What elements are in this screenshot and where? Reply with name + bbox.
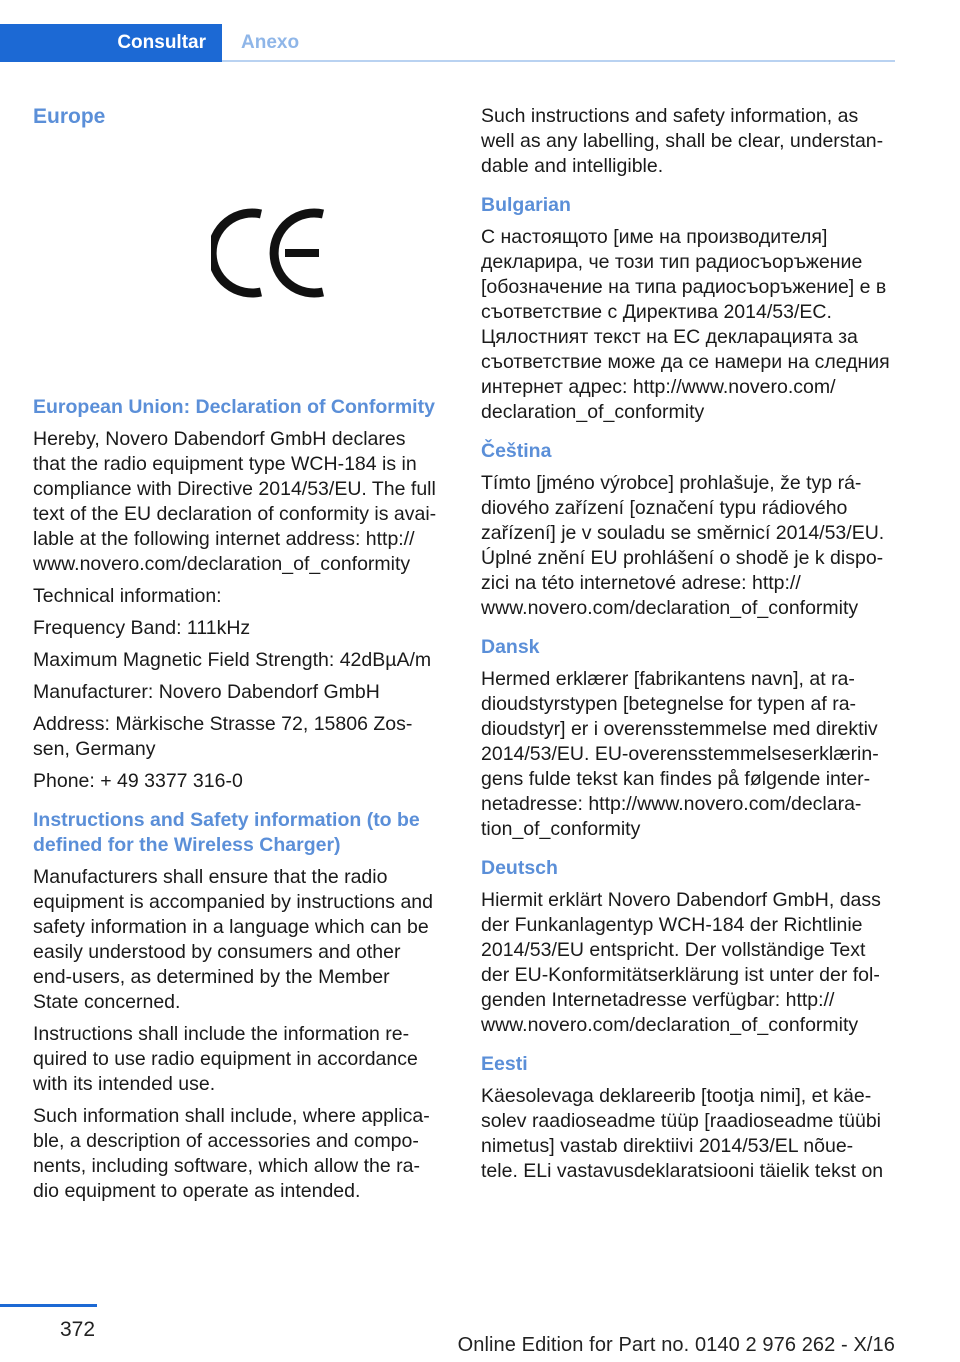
text-line: Technical information:	[33, 585, 222, 607]
text-line: genden Internetadresse verfügbar: http://	[481, 989, 835, 1011]
text-line: Hermed erklærer [fabrikantens navn], at ra‐	[481, 668, 855, 690]
text-line: quired to use radio equipment in accordance	[33, 1048, 418, 1070]
text-line: compliance with Directive 2014/53/EU. The full	[33, 478, 436, 500]
text-line: tion_of_conformity	[481, 818, 641, 840]
paragraph	[33, 1022, 453, 1097]
text-line: tele. ELi vastavusdeklaratsiooni täielik tekst on	[481, 1160, 884, 1182]
text-line: Hiermit erklärt Novero Dabendorf GmbH, dass	[481, 889, 881, 911]
text-line: well as any labelling, shall be clear, understan‐	[481, 130, 884, 152]
text-line: gens fulde tekst kan findes på følgende inter‐	[481, 768, 871, 790]
text-line: declaration_of_conformity	[481, 401, 705, 423]
section-heading: European Union: Declaration of Conformity	[33, 396, 435, 418]
text-line: with its intended use.	[33, 1073, 216, 1095]
text-line: www.novero.com/declaration_of_conformity	[481, 1014, 859, 1036]
text-line: Käesolevaga deklareerib [tootja nimi], et käe‐	[481, 1085, 872, 1107]
section-title-europe: Europe	[33, 105, 106, 128]
text-line: [обозначение на типа радиосъоръжение] е в	[481, 276, 887, 298]
text-line: Úplné znění EU prohlášení o shodě je k dispo‐	[481, 547, 884, 569]
text-line: dable and intelligible.	[481, 155, 664, 177]
text-line: Phone: + 49 3377 316-0	[33, 770, 243, 792]
text-line: sen, Germany	[33, 738, 156, 760]
page-number: 372	[60, 1318, 96, 1341]
language-paragraph	[481, 225, 901, 425]
language-paragraph	[481, 667, 901, 842]
text-line: zici na této internetové adrese: http://	[481, 572, 801, 594]
text-line: Frequency Band: 111kHz	[33, 617, 251, 639]
text-line: Цялостният текст на ЕС декларацията за	[481, 326, 858, 348]
text-line: Manufacturers shall ensure that the radio	[33, 866, 388, 888]
text-line: State concerned.	[33, 991, 181, 1013]
edition-footer: Online Edition for Part no. 0140 2 976 262 - X/16	[457, 1334, 895, 1356]
text-line: dio equipment to operate as intended.	[33, 1180, 361, 1202]
text-line: dioudstyrstypen [betegnelse for typen af ra‐	[481, 693, 857, 715]
tab-consultar[interactable]: Consultar	[0, 24, 222, 62]
paragraph-intro	[481, 104, 901, 179]
language-heading: Čeština	[481, 440, 552, 462]
left-text-flow	[33, 395, 453, 1204]
ce-mark-icon	[211, 208, 333, 298]
paragraph	[33, 769, 453, 794]
text-line: ble, a description of accessories and compo‐	[33, 1130, 419, 1152]
text-line: Tímto [jméno výrobce] prohlašuje, že typ rá‐	[481, 472, 862, 494]
text-line: easily understood by consumers and other	[33, 941, 401, 963]
section-heading-line: defined for the Wireless Charger)	[33, 834, 341, 856]
text-line: equipment is accompanied by instructions and	[33, 891, 433, 913]
paragraph	[33, 427, 453, 577]
text-line: zařízení] je v souladu se směrnicí 2014/53/EU.	[481, 522, 885, 544]
text-line: end-users, as determined by the Member	[33, 966, 390, 988]
section-heading-line: Instructions and Safety information (to be	[33, 809, 420, 831]
text-line: that the radio equipment type WCH-184 is in	[33, 453, 417, 475]
section-heading	[33, 808, 453, 858]
text-line: www.novero.com/declaration_of_conformity	[33, 553, 411, 575]
language-paragraph	[481, 1084, 901, 1184]
text-line: netadresse: http://www.novero.com/declara‐	[481, 793, 862, 815]
paragraph	[33, 865, 453, 1015]
language-heading: Bulgarian	[481, 194, 571, 216]
text-line: safety information in a language which can be	[33, 916, 429, 938]
text-line: декларира, че този тип радиосъоръжение	[481, 251, 863, 273]
text-line: съответствие с Директива 2014/53/ЕС.	[481, 301, 832, 323]
text-line: 2014/53/EU entspricht. Der vollständige Text	[481, 939, 866, 961]
right-text-flow	[481, 104, 901, 1184]
text-line: съответствие може да се намери на следния	[481, 351, 890, 373]
paragraph	[33, 1104, 453, 1204]
language-paragraph	[481, 471, 901, 621]
text-line: Address: Märkische Strasse 72, 15806 Zos‐	[33, 713, 413, 735]
tab-anexo[interactable]: Anexo	[241, 32, 300, 53]
text-line: Hereby, Novero Dabendorf GmbH declares	[33, 428, 406, 450]
paragraph	[33, 648, 453, 673]
text-line: www.novero.com/declaration_of_conformity	[481, 597, 859, 619]
paragraph	[33, 616, 453, 641]
chapter-tab-bar	[0, 24, 895, 62]
language-paragraph	[481, 888, 901, 1038]
text-line: nents, including software, which allow the ra‐	[33, 1155, 420, 1177]
paragraph	[33, 712, 453, 762]
text-line: diového zařízení [označení typu rádiového	[481, 497, 848, 519]
text-line: Such instructions and safety information, as	[481, 105, 859, 127]
language-heading: Dansk	[481, 636, 540, 658]
language-heading: Deutsch	[481, 857, 558, 879]
text-line: lable at the following internet address: http://	[33, 528, 415, 550]
text-line: solev raadioseadme tüüp [raadioseadme tüübi	[481, 1110, 882, 1132]
page-number-rule	[0, 1304, 97, 1307]
tab-underline	[222, 60, 895, 62]
text-line: der Funkanlagentyp WCH-184 der Richtlinie	[481, 914, 863, 936]
text-line: 2014/53/EU. EU-overensstemmelseserklærin‐	[481, 743, 879, 765]
text-line: Manufacturer: Novero Dabendorf GmbH	[33, 681, 380, 703]
text-line: Maximum Magnetic Field Strength: 42dBµA/m	[33, 649, 432, 671]
text-line: С настоящото [име на производителя]	[481, 226, 828, 248]
text-line: Such information shall include, where applica‐	[33, 1105, 430, 1127]
text-line: Instructions shall include the information re‐	[33, 1023, 410, 1045]
text-line: интернет адрес: http://www.novero.com/	[481, 376, 836, 398]
paragraph	[33, 584, 453, 609]
text-line: dioudstyr] er i overensstemmelse med direktiv	[481, 718, 878, 740]
language-heading: Eesti	[481, 1053, 528, 1075]
text-line: text of the EU declaration of conformity is avai‐	[33, 503, 437, 525]
text-line: nimetus] vastab direktiivi 2014/53/EL nõue‐	[481, 1135, 854, 1157]
paragraph	[33, 680, 453, 705]
text-line: der EU-Konformitätserklärung ist unter der fol‐	[481, 964, 880, 986]
